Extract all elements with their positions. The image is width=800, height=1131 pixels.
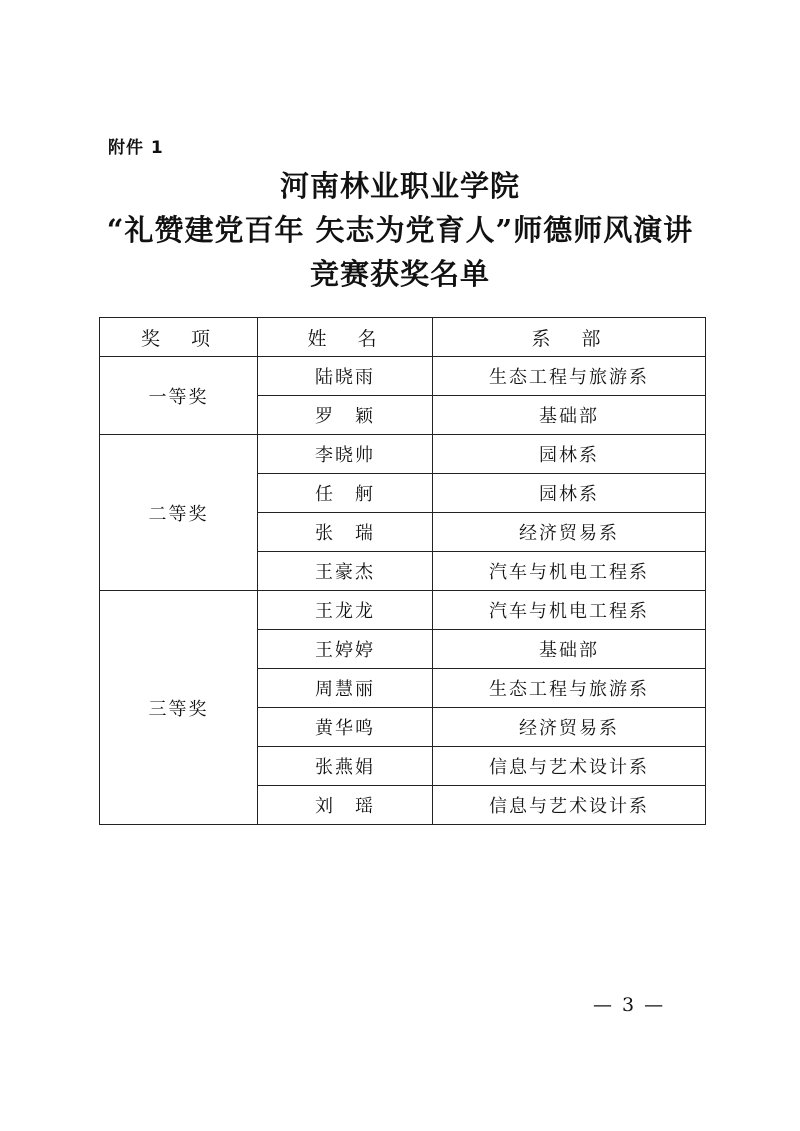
name-cell: 黄华鸣 (258, 708, 433, 747)
dept-cell: 汽车与机电工程系 (433, 591, 706, 630)
table-row (100, 591, 706, 630)
title-line-3: 竞赛获奖名单 (309, 257, 490, 291)
table-row (100, 357, 706, 396)
name-cell: 张燕娟 (258, 747, 433, 786)
header-name: 姓 名 (258, 318, 433, 357)
header-award: 奖 项 (100, 318, 258, 357)
dept-cell: 信息与艺术设计系 (433, 786, 706, 825)
name-cell: 王龙龙 (258, 591, 433, 630)
name-cell: 罗 颖 (258, 396, 433, 435)
dept-cell: 园林系 (433, 474, 706, 513)
name-cell: 任 舸 (258, 474, 433, 513)
title-line-2: “礼赞建党百年 矢志为党育人”师德师风演讲 (106, 213, 694, 247)
title-line-1: 河南林业职业学院 (279, 169, 520, 203)
page-number: — 3 — (593, 994, 666, 1016)
dept-cell: 生态工程与旅游系 (433, 669, 706, 708)
dept-cell: 生态工程与旅游系 (433, 357, 706, 396)
award-cell-third: 三等奖 (100, 591, 258, 825)
table-row (100, 435, 706, 474)
name-cell: 王豪杰 (258, 552, 433, 591)
dept-cell: 经济贸易系 (433, 513, 706, 552)
name-cell: 周慧丽 (258, 669, 433, 708)
dept-cell: 信息与艺术设计系 (433, 747, 706, 786)
attachment-label: 附件 1 (108, 138, 164, 158)
dept-cell: 基础部 (433, 630, 706, 669)
name-cell: 李晓帅 (258, 435, 433, 474)
award-cell-first: 一等奖 (100, 357, 258, 435)
dept-cell: 基础部 (433, 396, 706, 435)
dept-cell: 园林系 (433, 435, 706, 474)
table-header-row (100, 318, 706, 357)
dept-cell: 汽车与机电工程系 (433, 552, 706, 591)
header-dept: 系 部 (433, 318, 706, 357)
awards-table (99, 317, 706, 825)
name-cell: 刘 瑶 (258, 786, 433, 825)
dept-cell: 经济贸易系 (433, 708, 706, 747)
award-cell-second: 二等奖 (100, 435, 258, 591)
name-cell: 陆晓雨 (258, 357, 433, 396)
name-cell: 王婷婷 (258, 630, 433, 669)
name-cell: 张 瑞 (258, 513, 433, 552)
